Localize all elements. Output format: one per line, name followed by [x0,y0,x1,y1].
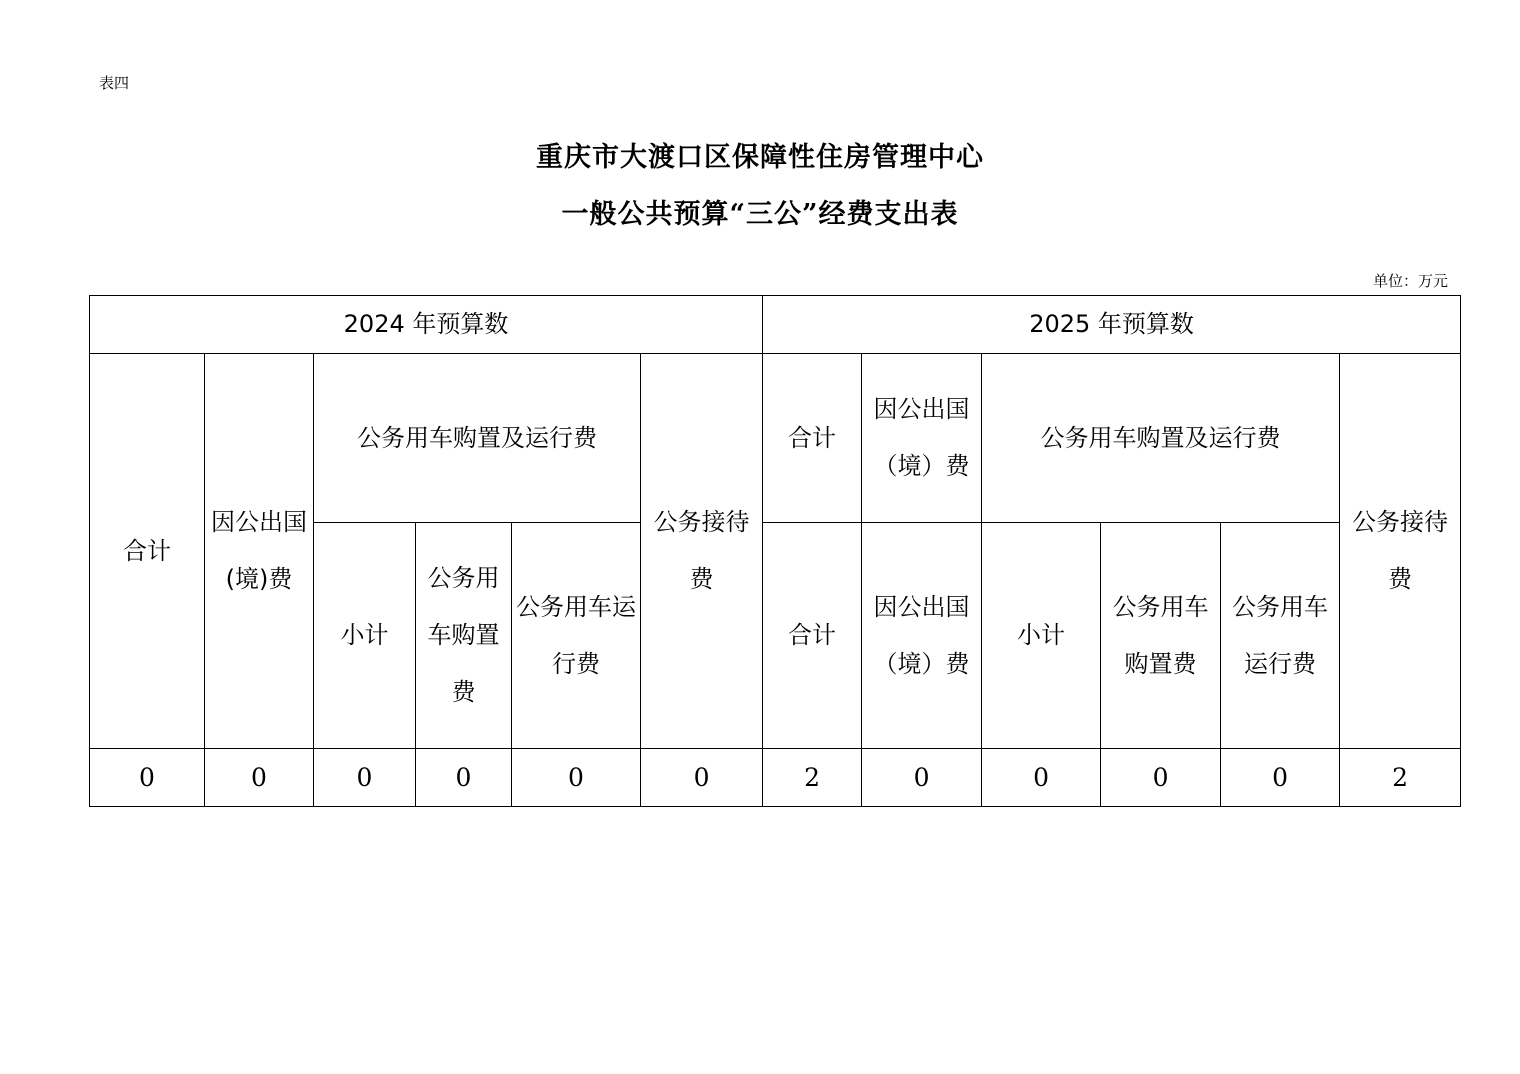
header-2025-vehicle-group: 公务用车购置及运行费 [982,354,1340,523]
value-2024-vehicle-purchase: 0 [416,749,512,807]
header-2025-budget: 2025 年预算数 [763,296,1461,354]
value-2024-abroad: 0 [205,749,314,807]
header-2025-reception: 公务接待费 [1340,354,1461,749]
header-2024-vehicle-operation: 公务用车运行费 [512,523,641,749]
value-2025-abroad: 0 [862,749,982,807]
header-2024-reception: 公务接待费 [641,354,763,749]
value-2024-subtotal: 0 [314,749,416,807]
value-2025-reception: 2 [1340,749,1461,807]
value-2024-total: 0 [90,749,205,807]
budget-table [89,295,1461,807]
title-table-name: 一般公共预算“三公”经费支出表 [561,199,959,230]
header-2025-vehicle-purchase: 公务用车购置费 [1101,523,1221,749]
header-2024-total: 合计 [90,354,205,749]
value-2025-vehicle-operation: 0 [1221,749,1340,807]
header-2025-abroad-lower: 因公出国（境）费 [862,523,982,749]
header-2025-subtotal: 小计 [982,523,1101,749]
header-2025-total-lower: 合计 [763,523,862,749]
header-2024-budget: 2024 年预算数 [90,296,763,354]
header-2025-abroad-upper: 因公出国（境）费 [862,354,982,523]
value-2025-total: 2 [763,749,862,807]
table-label: 表四 [99,74,130,92]
value-2024-reception: 0 [641,749,763,807]
header-2024-vehicle-group: 公务用车购置及运行费 [314,354,641,523]
header-2025-vehicle-operation: 公务用车运行费 [1221,523,1340,749]
header-2024-abroad: 因公出国(境)费 [205,354,314,749]
value-2025-subtotal: 0 [982,749,1101,807]
header-2025-total-upper: 合计 [763,354,862,523]
title-unit-name: 重庆市大渡口区保障性住房管理中心 [536,142,984,173]
table-row [90,749,1461,807]
value-2025-vehicle-purchase: 0 [1101,749,1221,807]
header-2024-subtotal: 小计 [314,523,416,749]
unit-label: 单位：万元 [1372,272,1448,290]
header-2024-vehicle-purchase: 公务用车购置费 [416,523,512,749]
value-2024-vehicle-operation: 0 [512,749,641,807]
